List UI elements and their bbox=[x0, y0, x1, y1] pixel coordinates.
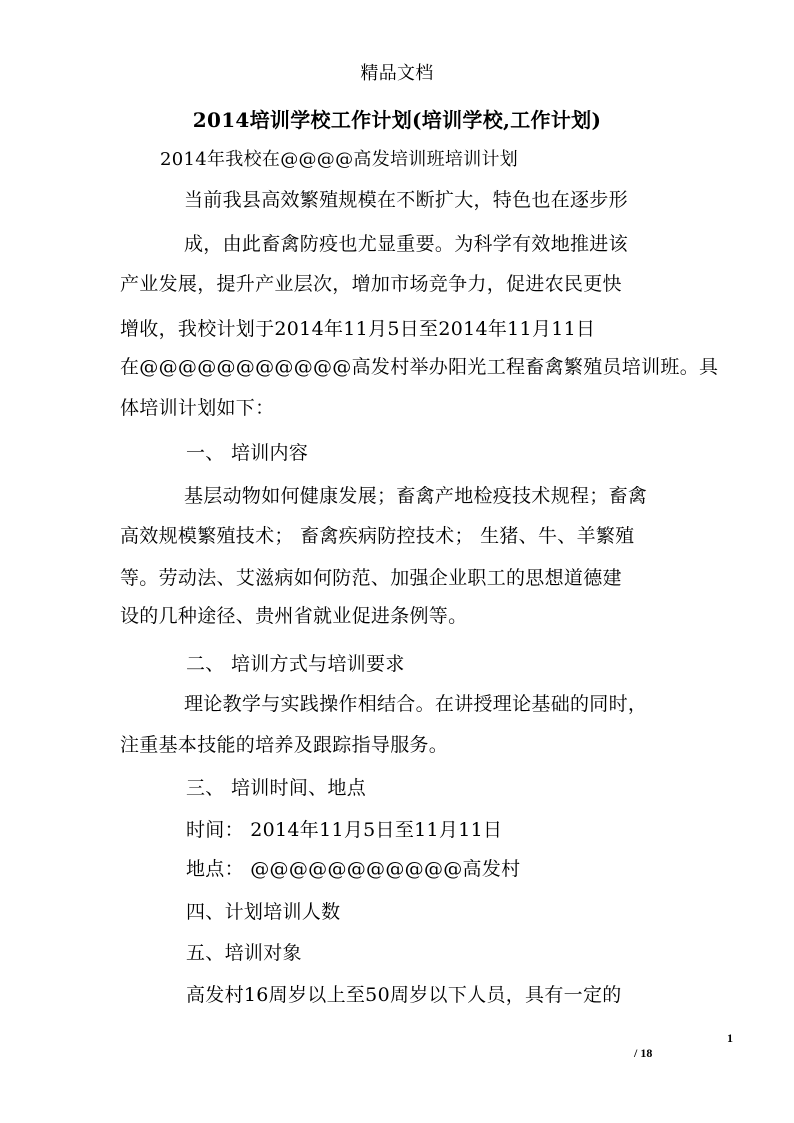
page-number: 1 bbox=[727, 1031, 733, 1045]
section-heading-5: 五、培训对象 bbox=[186, 942, 302, 964]
document-title: 2014培训学校工作计划(培训学校,工作计划) bbox=[192, 108, 602, 132]
time-line: 时间： 2014年11月5日至11月11日 bbox=[186, 819, 503, 841]
body-line-6: 体培训计划如下： bbox=[120, 397, 275, 419]
body-line-7: 基层动物如何健康发展；畜禽产地检疫技术规程；畜禽 bbox=[184, 485, 648, 507]
body-line-2: 成，由此畜禽防疫也尤显重要。为科学有效地推进该 bbox=[184, 233, 628, 255]
place-line: 地点： @@@@@@@@@@@高发村 bbox=[186, 858, 521, 880]
section-heading-4: 四、计划培训人数 bbox=[186, 901, 341, 923]
body-line-9: 等。劳动法、艾滋病如何防范、加强企业职工的思想道德建 bbox=[120, 567, 622, 589]
section-heading-3: 三、 培训时间、地点 bbox=[186, 777, 367, 799]
body-line-10: 设的几种途径、贵州省就业促进条例等。 bbox=[120, 605, 468, 627]
section-heading-1: 一、 培训内容 bbox=[186, 442, 309, 464]
body-line-1: 当前我县高效繁殖规模在不断扩大，特色也在逐步形 bbox=[184, 189, 628, 211]
document-subtitle: 2014年我校在@@@@高发培训班培训计划 bbox=[160, 149, 519, 170]
page-header: 精品文档 bbox=[360, 63, 434, 84]
page-total: / 18 bbox=[634, 1046, 653, 1060]
body-line-11: 理论教学与实践操作相结合。在讲授理论基础的同时， bbox=[184, 693, 648, 715]
body-line-13: 高发村16周岁以上至50周岁以下人员，具有一定的 bbox=[186, 984, 622, 1006]
body-line-3: 产业发展，提升产业层次，增加市场竞争力，促进农民更快 bbox=[120, 273, 622, 295]
body-line-4: 增收，我校计划于2014年11月5日至2014年11月11日 bbox=[120, 318, 596, 340]
body-line-8: 高效规模繁殖技术； 畜禽疾病防控技术； 生猪、牛、羊繁殖 bbox=[120, 525, 635, 547]
body-line-5: 在@@@@@@@@@@@高发村举办阳光工程畜禽繁殖员培训班。具 bbox=[120, 356, 719, 378]
section-heading-2: 二、 培训方式与培训要求 bbox=[186, 653, 405, 675]
body-line-12: 注重基本技能的培养及跟踪指导服务。 bbox=[120, 734, 449, 756]
